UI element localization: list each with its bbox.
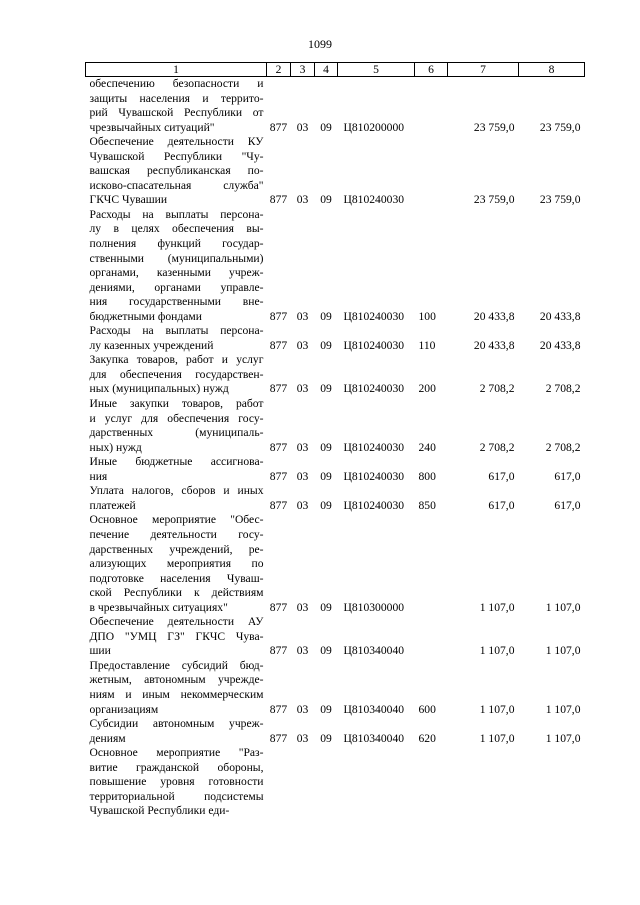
- grbs-code: 877: [269, 600, 288, 614]
- target-article-code: Ц810240030: [343, 338, 405, 352]
- section-code: 03: [296, 644, 309, 658]
- description-line: жетным, автономным учрежде-: [89, 673, 264, 687]
- description-line: платежей: [89, 498, 136, 512]
- section-code: 03: [296, 600, 309, 614]
- amount-year-2: 23 759,0: [539, 120, 581, 134]
- header-col-2: 2: [267, 63, 291, 77]
- description-line: дениями, органами управле-: [89, 280, 264, 294]
- table-row: [86, 615, 585, 659]
- header-col-7: 7: [448, 63, 519, 77]
- section-code: 03: [296, 338, 309, 352]
- expense-type-code: 100: [418, 309, 436, 323]
- subsection-code: 09: [320, 600, 332, 614]
- budget-table: [85, 62, 585, 819]
- amount-year-1: 20 433,8: [473, 309, 515, 323]
- row-description: [86, 659, 267, 717]
- description-line: ской Республики к действиям: [89, 586, 264, 600]
- subsection-code: 09: [320, 338, 332, 352]
- row-description: [86, 135, 267, 208]
- description-line: ных) нужд: [89, 440, 142, 454]
- amount-year-2: 2 708,2: [545, 382, 581, 396]
- description-line: в чрезвычайных ситуациях": [89, 600, 228, 614]
- description-line: Обеспечение деятельности КУ: [89, 135, 264, 149]
- expense-type-code: [415, 135, 448, 208]
- header-col-4: 4: [315, 63, 338, 77]
- subsection-code: [315, 746, 338, 819]
- grbs-code: 877: [269, 469, 288, 483]
- description-line: бюджетными фондами: [89, 309, 202, 323]
- description-line: Чувашской Республики "Чу-: [89, 149, 264, 163]
- target-article-code: Ц810340040: [343, 644, 405, 658]
- description-line: ГКЧС Чувашии: [89, 193, 168, 207]
- amount-year-2: 1 107,0: [545, 600, 581, 614]
- table-row: [86, 208, 585, 324]
- grbs-code: 877: [269, 193, 288, 207]
- row-description: [86, 353, 267, 397]
- expense-type-code: 620: [418, 731, 436, 745]
- amount-year-2: [519, 746, 585, 819]
- description-line: витие гражданской обороны,: [89, 760, 264, 774]
- subsection-code: 09: [320, 702, 332, 716]
- grbs-code: 877: [269, 309, 288, 323]
- description-line: Чувашской Республики еди-: [89, 804, 230, 818]
- table-row: [86, 353, 585, 397]
- description-line: рий Чувашской Республики от: [89, 106, 264, 120]
- row-description: [86, 77, 267, 136]
- section-code: 03: [296, 498, 309, 512]
- amount-year-2: 1 107,0: [545, 702, 581, 716]
- section-code: 03: [296, 440, 309, 454]
- description-line: дениям: [89, 731, 126, 745]
- table-row: [86, 77, 585, 136]
- target-article-code: Ц810240030: [343, 309, 405, 323]
- description-line: Основное мероприятие "Раз-: [89, 746, 264, 760]
- amount-year-2: 2 708,2: [545, 440, 581, 454]
- expense-type-code: [415, 746, 448, 819]
- target-article-code: Ц810240030: [343, 498, 405, 512]
- header-col-6: 6: [415, 63, 448, 77]
- grbs-code: 877: [269, 440, 288, 454]
- subsection-code: 09: [320, 498, 332, 512]
- expense-type-code: [415, 77, 448, 136]
- section-code: 03: [296, 193, 309, 207]
- description-line: полнения функций государ-: [89, 237, 264, 251]
- section-code: 03: [296, 382, 309, 396]
- budget-table-body: [86, 77, 585, 819]
- expense-type-code: 850: [418, 498, 436, 512]
- subsection-code: 09: [320, 440, 332, 454]
- description-line: Основное мероприятие "Обес-: [89, 513, 264, 527]
- grbs-code: 877: [269, 338, 288, 352]
- target-article-code: Ц810340040: [343, 731, 405, 745]
- description-line: организациям: [89, 702, 159, 716]
- amount-year-1: 1 107,0: [479, 644, 515, 658]
- description-line: ния государственными вне-: [89, 295, 264, 309]
- target-article-code: Ц810300000: [343, 600, 405, 614]
- row-description: [86, 717, 267, 746]
- amount-year-2: 1 107,0: [545, 731, 581, 745]
- description-line: Обеспечение деятельности АУ: [89, 615, 264, 629]
- description-line: обеспечению безопасности и: [89, 77, 264, 90]
- section-code: 03: [296, 702, 309, 716]
- amount-year-1: 1 107,0: [479, 731, 515, 745]
- description-line: Иные закупки товаров, работ: [89, 397, 264, 411]
- row-description: [86, 615, 267, 659]
- subsection-code: 09: [320, 469, 332, 483]
- subsection-code: 09: [320, 731, 332, 745]
- table-row: [86, 659, 585, 717]
- section-code: 03: [296, 469, 309, 483]
- target-article-code: Ц810240030: [343, 382, 405, 396]
- grbs-code: 877: [269, 644, 288, 658]
- target-article-code: Ц810240030: [343, 440, 405, 454]
- amount-year-1: 23 759,0: [473, 193, 515, 207]
- description-line: Предоставление субсидий бюд-: [89, 658, 264, 672]
- amount-year-1: 617,0: [488, 469, 515, 483]
- table-row: [86, 135, 585, 208]
- description-line: Уплата налогов, сборов и иных: [89, 484, 264, 498]
- description-line: органами, казенными учреж-: [89, 266, 264, 280]
- description-line: ственными (муниципальными): [89, 251, 264, 265]
- section-code: 03: [296, 731, 309, 745]
- amount-year-2: 617,0: [554, 498, 581, 512]
- description-line: Расходы на выплаты персона-: [89, 207, 264, 221]
- amount-year-1: 1 107,0: [479, 702, 515, 716]
- description-line: Иные бюджетные ассигнова-: [89, 455, 264, 469]
- description-line: Закупка товаров, работ и услуг: [89, 353, 264, 367]
- description-line: лу казенных учреждений: [89, 338, 214, 352]
- description-line: повышение уровня готовности: [89, 775, 264, 789]
- description-line: и услуг для обеспечения госу-: [89, 411, 264, 425]
- description-line: территориальной подсистемы: [89, 789, 264, 803]
- subsection-code: 09: [320, 309, 332, 323]
- amount-year-1: 2 708,2: [479, 382, 515, 396]
- target-article-code: Ц810340040: [343, 702, 405, 716]
- amount-year-2: 23 759,0: [539, 193, 581, 207]
- table-row: [86, 324, 585, 353]
- row-description: [86, 484, 267, 513]
- subsection-code: 09: [320, 382, 332, 396]
- expense-type-code: 800: [418, 469, 436, 483]
- section-code: [291, 746, 315, 819]
- description-line: дарственных учреждений, ре-: [89, 542, 264, 556]
- description-line: Расходы на выплаты персона-: [89, 324, 264, 338]
- row-description: [86, 455, 267, 484]
- expense-type-code: [415, 615, 448, 659]
- table-row: [86, 746, 585, 819]
- description-line: ния: [89, 469, 108, 483]
- description-line: печение деятельности госу-: [89, 527, 264, 541]
- grbs-code: 877: [269, 120, 288, 134]
- description-line: чрезвычайных ситуаций": [89, 120, 215, 134]
- subsection-code: 09: [320, 644, 332, 658]
- table-row: [86, 455, 585, 484]
- page-number: 1099: [308, 37, 332, 51]
- row-description: [86, 397, 267, 455]
- header-col-3: 3: [291, 63, 315, 77]
- amount-year-1: [448, 746, 519, 819]
- amount-year-1: 20 433,8: [473, 338, 515, 352]
- header-col-8: 8: [519, 63, 585, 77]
- target-article-code: Ц810240030: [343, 469, 405, 483]
- table-row: [86, 484, 585, 513]
- section-code: 03: [296, 120, 309, 134]
- description-line: ДПО "УМЦ ГЗ" ГКЧС Чува-: [89, 629, 264, 643]
- description-line: для обеспечения государствен-: [89, 367, 264, 381]
- amount-year-2: 20 433,8: [539, 309, 581, 323]
- grbs-code: 877: [269, 382, 288, 396]
- description-line: ализующих мероприятия по: [89, 557, 264, 571]
- description-line: вашская республиканская по-: [89, 164, 264, 178]
- header-col-1: 1: [86, 63, 267, 77]
- expense-type-code: 600: [418, 702, 436, 716]
- target-article-code: [338, 746, 415, 819]
- grbs-code: 877: [269, 731, 288, 745]
- description-line: исково-спасательная служба": [89, 178, 264, 192]
- section-code: 03: [296, 309, 309, 323]
- description-line: дарственных (муниципаль-: [89, 426, 264, 440]
- description-line: ных (муниципальных) нужд: [89, 382, 229, 396]
- table-row: [86, 513, 585, 615]
- amount-year-1: 617,0: [488, 498, 515, 512]
- grbs-code: 877: [269, 702, 288, 716]
- amount-year-2: 617,0: [554, 469, 581, 483]
- amount-year-1: 2 708,2: [479, 440, 515, 454]
- header-col-5: 5: [338, 63, 415, 77]
- amount-year-2: 1 107,0: [545, 644, 581, 658]
- amount-year-1: 1 107,0: [479, 600, 515, 614]
- target-article-code: Ц810200000: [343, 120, 405, 134]
- expense-type-code: [415, 513, 448, 615]
- description-line: шии: [89, 644, 111, 658]
- grbs-code: 877: [269, 498, 288, 512]
- row-description: [86, 208, 267, 324]
- table-row: [86, 717, 585, 746]
- row-description: [86, 746, 267, 819]
- amount-year-1: 23 759,0: [473, 120, 515, 134]
- description-line: подготовке населения Чуваш-: [89, 571, 264, 585]
- subsection-code: 09: [320, 120, 332, 134]
- row-description: [86, 513, 267, 615]
- expense-type-code: 200: [418, 382, 436, 396]
- expense-type-code: 110: [418, 338, 436, 352]
- table-row: [86, 397, 585, 455]
- header-row: [86, 63, 585, 77]
- amount-year-2: 20 433,8: [539, 338, 581, 352]
- expense-type-code: 240: [418, 440, 436, 454]
- description-line: ниям и иным некоммерческим: [89, 687, 264, 701]
- description-line: лу в целях обеспечения вы-: [89, 222, 264, 236]
- subsection-code: 09: [320, 193, 332, 207]
- description-line: защиты населения и террито-: [89, 91, 264, 105]
- row-description: [86, 324, 267, 353]
- grbs-code: [267, 746, 291, 819]
- description-line: Субсидии автономным учреж-: [89, 717, 264, 731]
- target-article-code: Ц810240030: [343, 193, 405, 207]
